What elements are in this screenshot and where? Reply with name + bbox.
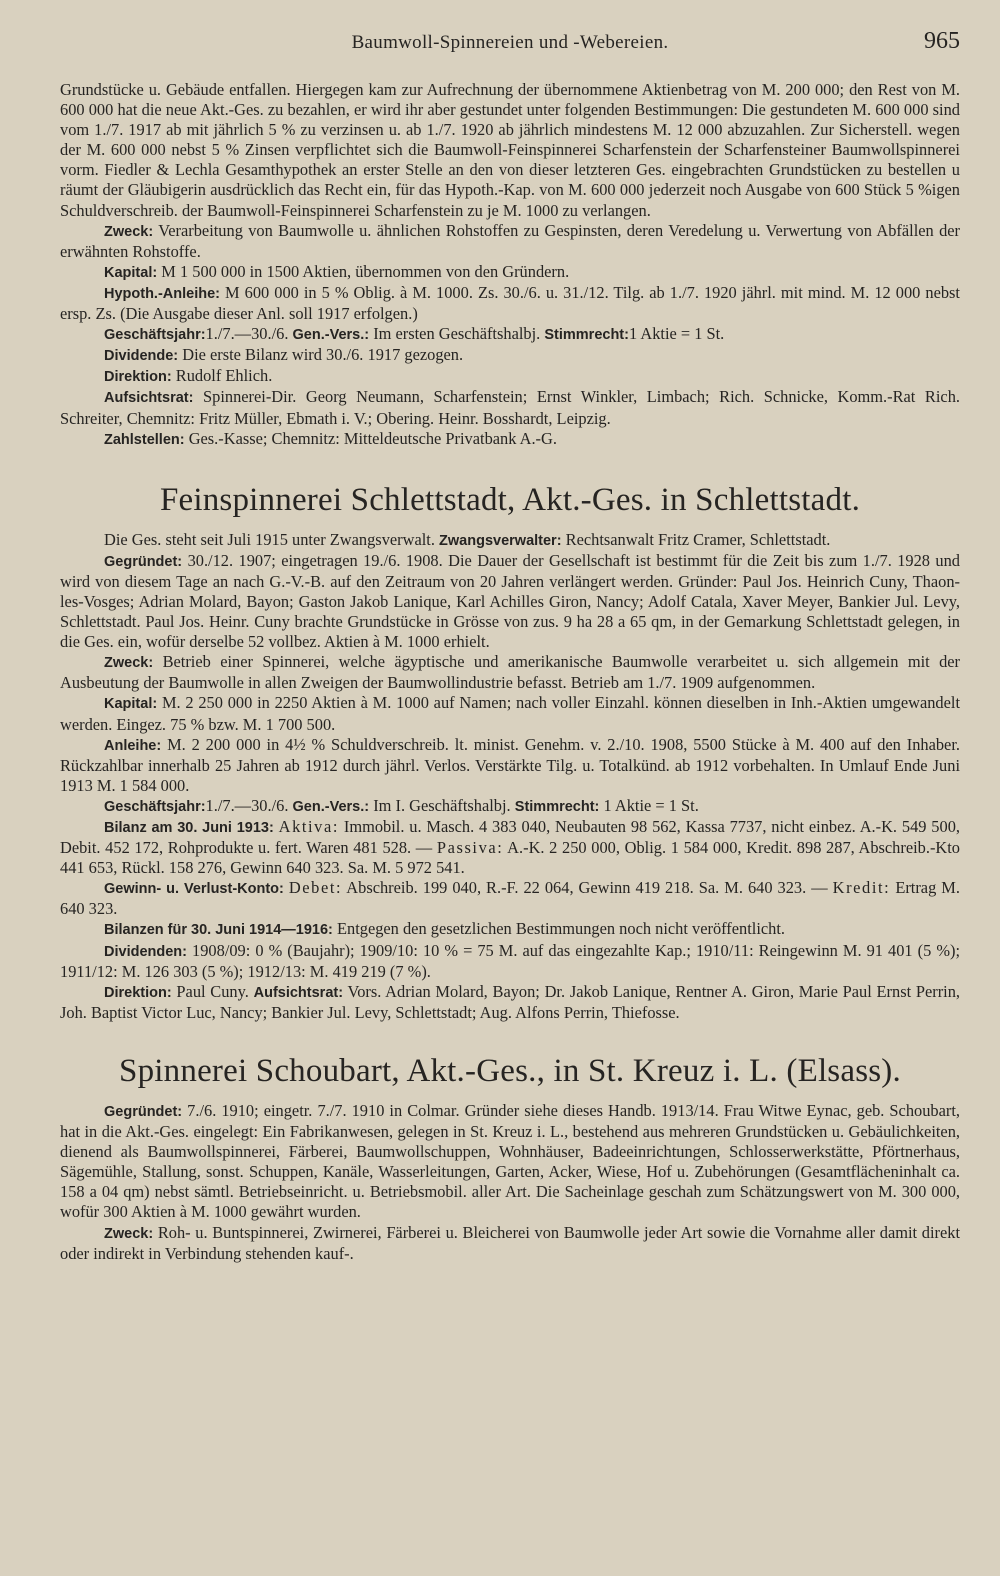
debet-label: Debet:: [288, 878, 343, 898]
kapital-entry: [60, 693, 960, 734]
dir-label: Direktion:: [104, 984, 172, 1001]
gegr-text: 30./12. 1907; eingetragen 19./6. 1908. Die Dauer der Gesellschaft ist bestimmt für die Zeit bis zum 1./7. 1928 und wird von diesem Tage an nach G.-V.-B. auf den Zeitraum von 20 Jahren verlängert werden. Gründer: Paul Jos. Heinrich Cuny, Thaon-les-Vosges; Adrian Molard, Bayon; Gaston Jakob Lanique, Karl Achilles Giron, Nancy; Adolf Catala, Xaver Meyer, Bankier Jul. Levy, Schlettstadt. Paul Jos. Heinr. Cuny brachte Grundstücke in Grösse von zus. 9 ha 28 a 65 qm, in der Gemarkung Schlettstadt gelegen, in die Ges. ein, wofür derselbe 52 vollbez. Aktien à M. 1000 erhielt.: [60, 550, 960, 652]
zahlstellen-entry: [60, 429, 960, 450]
continuation-paragraph: [60, 80, 960, 221]
geschaeftsjahr-entry: [60, 324, 960, 345]
gv-label: Gen.-Vers.:: [292, 327, 370, 344]
geschaeftsjahr-entry: [60, 796, 960, 817]
gv-text: Im ersten Geschäftshalbj.: [373, 324, 541, 344]
hypoth-text: M 600 000 in 5 % Oblig. à M. 1000. Zs. 30./6. u. 31./12. Tilg. ab 1./7. 1920 jährl. mit mind. M. 12 000 nebst ersp. Zs. (Die Ausgabe dieser Anl. soll 1917 erfolgen.): [60, 282, 960, 324]
gegruendet-entry: [60, 1101, 960, 1223]
dir-text: Paul Cuny.: [176, 981, 249, 1001]
stimm-text: 1 Aktie = 1 St.: [603, 795, 699, 815]
ar-label: Aufsichtsrat:: [253, 984, 344, 1001]
zweck-text: Betrieb einer Spinnerei, welche ägyptische und amerikanische Baumwolle verarbeitet u. sich allgemein mit der Ausbeutung der Baumwolle in allen Zweigen der Baumwollindustrie befasst. Betrieb am 1./7. 1909 aufgenommen.: [60, 652, 960, 693]
kredit-text: Ertrag M. 640 323.: [60, 878, 960, 919]
zahl-label: Zahlstellen:: [104, 431, 185, 448]
bilanzen-entry: [60, 919, 960, 940]
gegr-text: 7./6. 1910; eingetr. 7./7. 1910 in Colmar. Gründer siehe dieses Handb. 1913/14. Frau Witwe Eynac, geb. Schoubart, hat in die Akt.-Ges. eingelegt: Ein Fabrikanwesen, gelegen in St. Kreuz i. L., bestehend aus mehreren Grundstücken u. Gebäulichkeiten, dienend als Baumwollspinnerei, Färberei, Baumwollschuppen, Wohnhäuser, Badeeinrichtungen, Schlosserwerkstätte, Pförtnerhaus, Sägemühle, Stallung, sonst. Schuppen, Kanäle, Wasserleitungen, Garten, Acker, Wiese, Hof u. Zubehörungen (Gesamtflächeninhalt ca. 158 a 04 qm) nebst sämtl. Betriebseinricht. u. Betriebsmobil. aller Art. Die Sacheinlage geschah zum Schätzungswert von M. 300 000, wofür 300 Aktien à M. 1000 gewährt wurden.: [60, 1100, 960, 1222]
zv-label: Zwangsverwalter:: [439, 532, 562, 549]
hypoth-label: Hypoth.-Anleihe:: [104, 285, 220, 302]
gegr-label: Gegründet:: [104, 553, 183, 570]
intro-text: Die Ges. steht seit Juli 1915 unter Zwangsverwalt.: [104, 529, 435, 549]
zweck-entry: [60, 1223, 960, 1264]
gj-text: 1./7.—30./6.: [205, 795, 289, 815]
stimm-text: 1 Aktie = 1 St.: [628, 324, 725, 344]
dir-label: Direktion:: [104, 369, 172, 386]
running-head: [60, 28, 960, 62]
aktiva-label: Aktiva:: [278, 817, 340, 836]
passiva-text: A.-K. 2 250 000, Oblig. 1 584 000, Kredit. 898 287, Abschreib.-Kto 441 653, Rückl. 158 276, Gewinn 640 323. Sa. M. 5 972 541.: [60, 838, 960, 878]
kapital-label: Kapital:: [104, 264, 158, 281]
dir-text: Rudolf Ehlich.: [175, 366, 273, 386]
gj-label: Geschäftsjahr:: [104, 327, 206, 344]
zweck-text: Roh- u. Buntspinnerei, Zwirnerei, Färberei u. Bleicherei von Baumwolle jeder Art sowie die Vornahme aller damit direkt oder indirekt in Verbindung stehenden kauf-.: [60, 1222, 961, 1263]
anleihe-label: Anleihe:: [104, 737, 162, 754]
running-title: Baumwoll-Spinnereien und -Webereien.: [351, 32, 669, 53]
anleihe-text: M. 2 200 000 in 4½ % Schuldverschreib. lt. minist. Genehm. v. 2./10. 1908, 5500 Stücke à M. 400 auf den Inhaber. Rückzahlbar innerhalb 25 Jahren ab 1912 durch jährl. Verlos. Verstärkte Tilg. u. Totalkünd. ab 1912 vorbehalten. In Umlauf Ende Juni 1913 M. 1 584 000.: [60, 734, 960, 795]
zweck-label: Zweck:: [104, 655, 154, 672]
gj-text: 1./7.—30./6.: [205, 324, 289, 344]
zahl-text: Ges.-Kasse; Chemnitz: Mitteldeutsche Privatbank A.-G.: [188, 428, 557, 448]
direktion-entry: [60, 982, 960, 1023]
kredit-label: Kredit:: [832, 878, 891, 898]
bilanz-label: Bilanz am 30. Juni 1913:: [104, 820, 274, 836]
continuation-text: Grundstücke u. Gebäude entfallen. Hiergegen kam zur Aufrechnung der übernommene Aktienbetrag von M. 200 000; den Rest von M. 600 000 hat die neue Akt.-Ges. zu bezahlen, er wird ihr aber gestundet unter folgenden Bestimmungen: Die gestundeten M. 600 000 sind vom 1./7. 1917 ab mit jährlich 5 % zu verzinsen u. ab 1./7. 1920 ab jährlich mindestens M. 12 000 abzuzahlen. Zur Sicherstell. wegen der M. 600 000 nebst 5 % Zinsen verpflichtet sich die Baumwoll-Feinspinnerei Scharfenstein der Scharfensteiner Baumwollspinnerei vorm. Fiedler & Lechla Gesamthypothek an erster Stelle an den von dieser letzteren Ges. eingebrachten Grundstücken zu bestellen u räumt der Gläubigerin ausdrücklich das Recht ein, für das Hypoth.-Kap. von M. 600 000 jederzeit noch Ausgabe von 600 Stück 5 %igen Schuldverschreib. der Baumwoll-Feinspinnerei Scharfenstein zu je M. 1000 zu verlangen.: [60, 80, 960, 220]
zv-text: Rechtsanwalt Fritz Cramer, Schlettstadt.: [565, 529, 831, 549]
ar-label: Aufsichtsrat:: [104, 390, 194, 407]
kapital-text: M. 2 250 000 in 2250 Aktien à M. 1000 auf Namen; nach voller Einzahl. können dieselben in Inh.-Aktien umgewandelt werden. Eingez. 75 % bzw. M. 1 700 500.: [60, 693, 960, 734]
div-text: Die erste Bilanz wird 30./6. 1917 gezogen.: [182, 345, 464, 365]
page-body: [60, 80, 960, 1264]
bilanzen-label: Bilanzen für 30. Juni 1914—1916:: [104, 922, 333, 939]
guv-label: Gewinn- u. Verlust-Konto:: [104, 881, 284, 898]
div-label: Dividenden:: [104, 943, 187, 960]
page-number: 965: [924, 28, 960, 54]
guv-entry: [60, 878, 960, 919]
zweck-entry: [60, 221, 960, 262]
div-label: Dividende:: [104, 348, 179, 365]
gv-text: Im I. Geschäftshalbj.: [373, 795, 511, 815]
gegruendet-entry: [60, 551, 960, 652]
zweck-text: Verarbeitung von Baumwolle u. ähnlichen Rohstoffen zu Gespinsten, deren Veredelung u. Verwertung von Abfällen der erwähnten Rohstoffe.: [60, 220, 960, 261]
anleihe-entry: [60, 735, 960, 796]
kapital-text: M 1 500 000 in 1500 Aktien, übernommen von den Gründern.: [161, 261, 570, 281]
stimm-label: Stimmrecht:: [514, 798, 600, 815]
ar-text: Spinnerei-Dir. Georg Neumann, Scharfenstein; Ernst Winkler, Limbach; Rich. Schnicke, Komm.-Rat Rich. Schreiter, Chemnitz: Fritz Müller, Ebmath i. V.; Obering. Heinr. Bosshardt, Leipzig.: [60, 387, 960, 428]
bilanz-entry: [60, 817, 960, 878]
passiva-label: Passiva:: [436, 838, 504, 858]
aktiva-text: Immobil. u. Masch. 4 383 040, Neubauten 98 562, Kassa 7737, nicht einbez. A.-K. 549 500, Debit. 452 172, Rohprodukte u. fert. Waren 481 528. —: [60, 817, 960, 858]
debet-text: Abschreib. 199 040, R.-F. 22 064, Gewinn 419 218. Sa. M. 640 323. —: [346, 878, 828, 898]
kapital-entry: [60, 262, 960, 283]
dividende-entry: [60, 345, 960, 366]
div-text: 1908/09: 0 % (Baujahr); 1909/10: 10 % = 75 M. auf das eingezahlte Kap.; 1910/11: Reingewinn M. 91 401 (5 %); 1911/12: M. 126 303 (5 %); 1912/13: M. 419 219 (7 %).: [60, 940, 960, 981]
aufsichtsrat-entry: [60, 387, 960, 428]
gegr-label: Gegründet:: [104, 1103, 183, 1120]
stimm-label: Stimmrecht:: [544, 327, 629, 344]
gj-label: Geschäftsjahr:: [104, 798, 206, 815]
kapital-label: Kapital:: [104, 696, 158, 713]
company-heading-schoubart: Spinnerei Schoubart, Akt.-Ges., in St. Kreuz i. L. (Elsass).: [119, 1052, 901, 1089]
bilanzen-text: Entgegen den gesetzlichen Bestimmungen noch nicht veröffentlicht.: [336, 919, 786, 939]
direktion-entry: [60, 366, 960, 387]
zweck-entry: [60, 652, 960, 693]
zwangsverwaltung-entry: [60, 530, 960, 551]
company-heading-schlettstadt: Feinspinnerei Schlettstadt, Akt.-Ges. in Schlettstadt.: [159, 481, 861, 518]
zweck-label: Zweck:: [104, 223, 154, 240]
zweck-label: Zweck:: [104, 1225, 154, 1242]
hypoth-entry: [60, 283, 960, 324]
dividenden-entry: [60, 941, 960, 982]
ar-text: Vors. Adrian Molard, Bayon; Dr. Jakob Lanique, Rentner A. Giron, Marie Paul Ernst Perrin, Joh. Baptist Victor Luc, Nancy; Bankier Jul. Levy, Schlettstadt; Aug. Alfons Perrin, Thiefosse.: [60, 981, 961, 1022]
gv-label: Gen.-Vers.:: [292, 798, 370, 815]
